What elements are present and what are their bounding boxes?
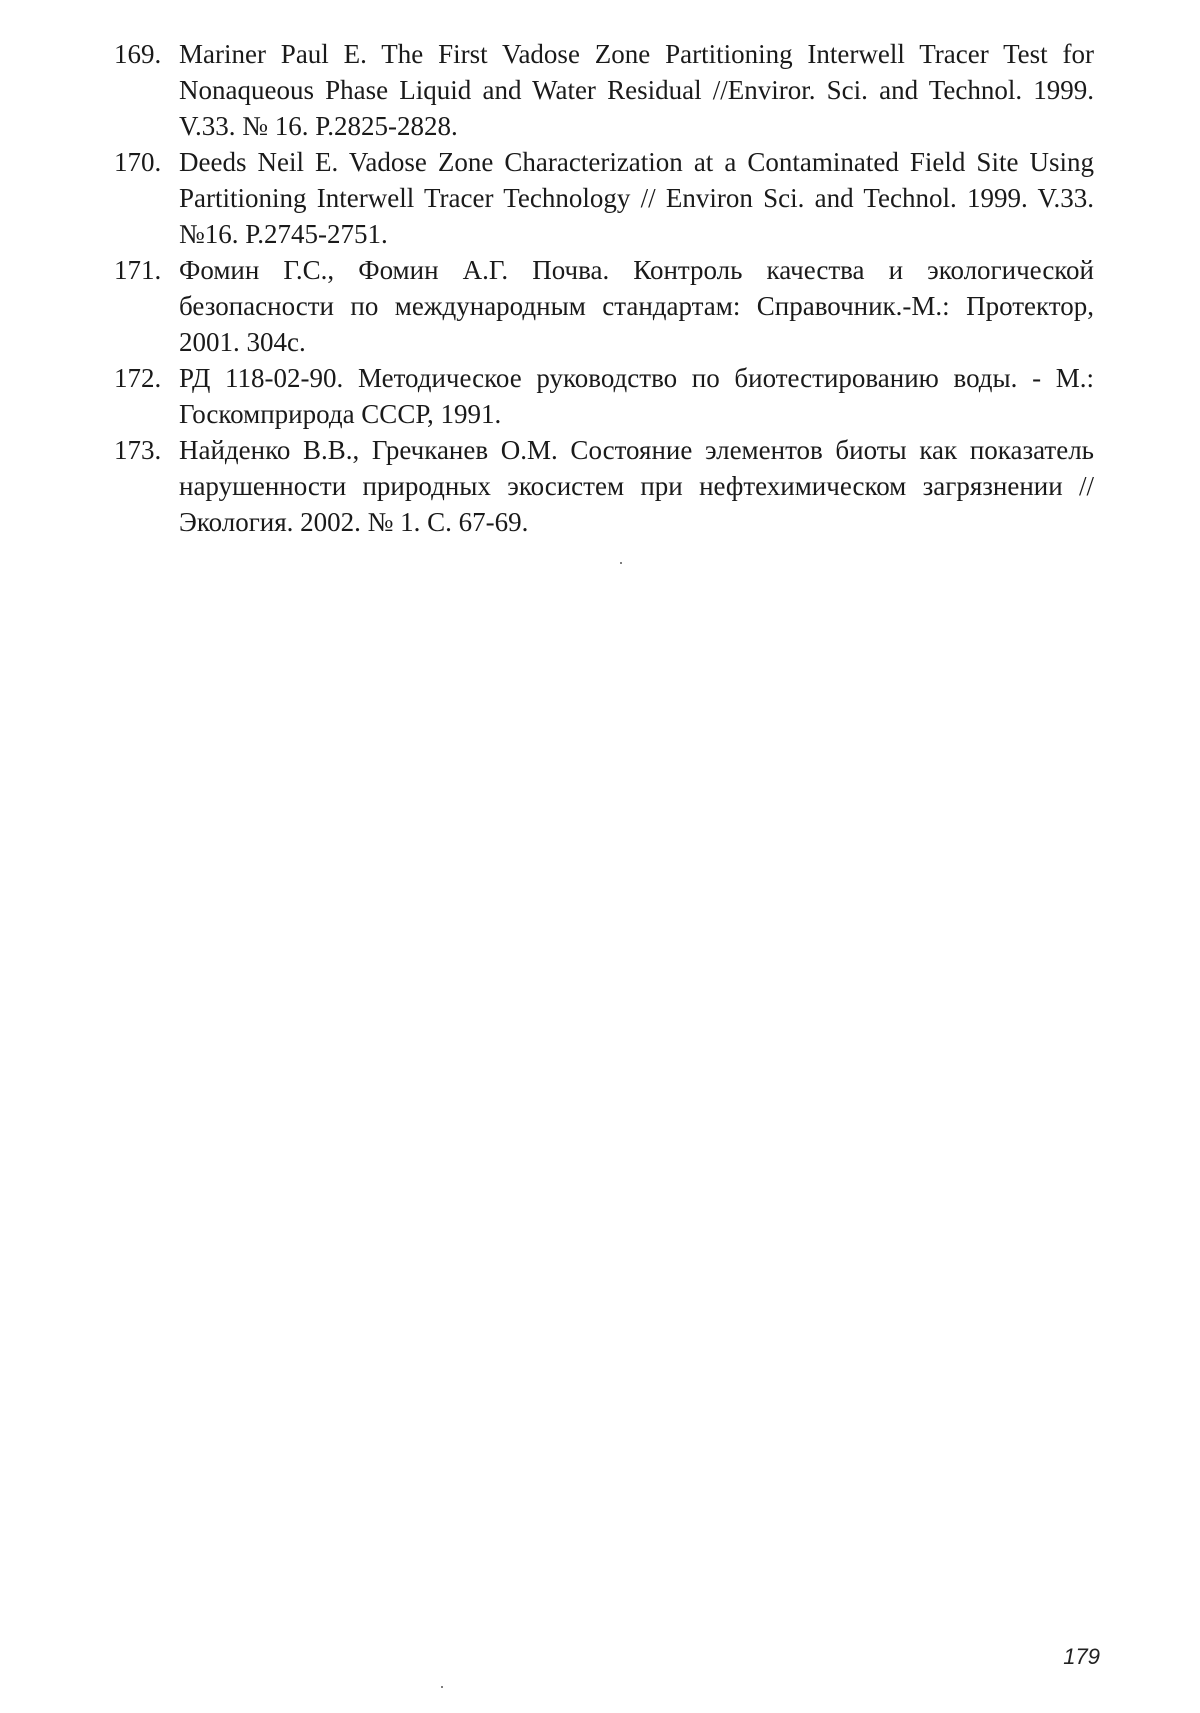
reference-text: Найденко В.В., Гречканев О.М. Состояние элементов биоты как показатель нарушенности природных экосистем при нефтехимическом загрязнении // Экология. 2002. № 1. С. 67-69. bbox=[179, 435, 1094, 537]
reference-list bbox=[114, 36, 1094, 540]
reference-item-170 bbox=[114, 144, 1094, 252]
reference-item-172 bbox=[114, 360, 1094, 432]
page-number: 179 bbox=[1063, 1644, 1100, 1669]
scan-speck bbox=[620, 562, 622, 564]
reference-text: Mariner Paul E. The First Vadose Zone Partitioning Interwell Tracer Test for Nonaqueous Phase Liquid and Water Residual //Enviror. Sci. and Technol. 1999. V.33. № 16. P.2825-2828. bbox=[179, 39, 1094, 141]
reference-number: 171. bbox=[114, 255, 162, 285]
reference-item-173 bbox=[114, 432, 1094, 540]
reference-item-171 bbox=[114, 252, 1094, 360]
scan-speck bbox=[441, 1686, 443, 1688]
reference-text: Фомин Г.С., Фомин А.Г. Почва. Контроль качества и экологической безопасности по международным стандартам: Справочник.-М.: Протектор, 2001. 304с. bbox=[179, 255, 1094, 357]
reference-item-169 bbox=[114, 36, 1094, 144]
reference-number: 169. bbox=[114, 39, 162, 69]
reference-number: 170. bbox=[114, 147, 162, 177]
reference-number: 172. bbox=[114, 363, 162, 393]
reference-number: 173. bbox=[114, 435, 162, 465]
reference-text: РД 118-02-90. Методическое руководство по биотестированию воды. - М.: Госкомприрода СССР, 1991. bbox=[179, 363, 1094, 429]
reference-text: Deeds Neil E. Vadose Zone Characterization at a Contaminated Field Site Using Partitioning Interwell Tracer Technology // Environ Sci. and Technol. 1999. V.33. №16. P.2745-2751. bbox=[179, 147, 1094, 249]
